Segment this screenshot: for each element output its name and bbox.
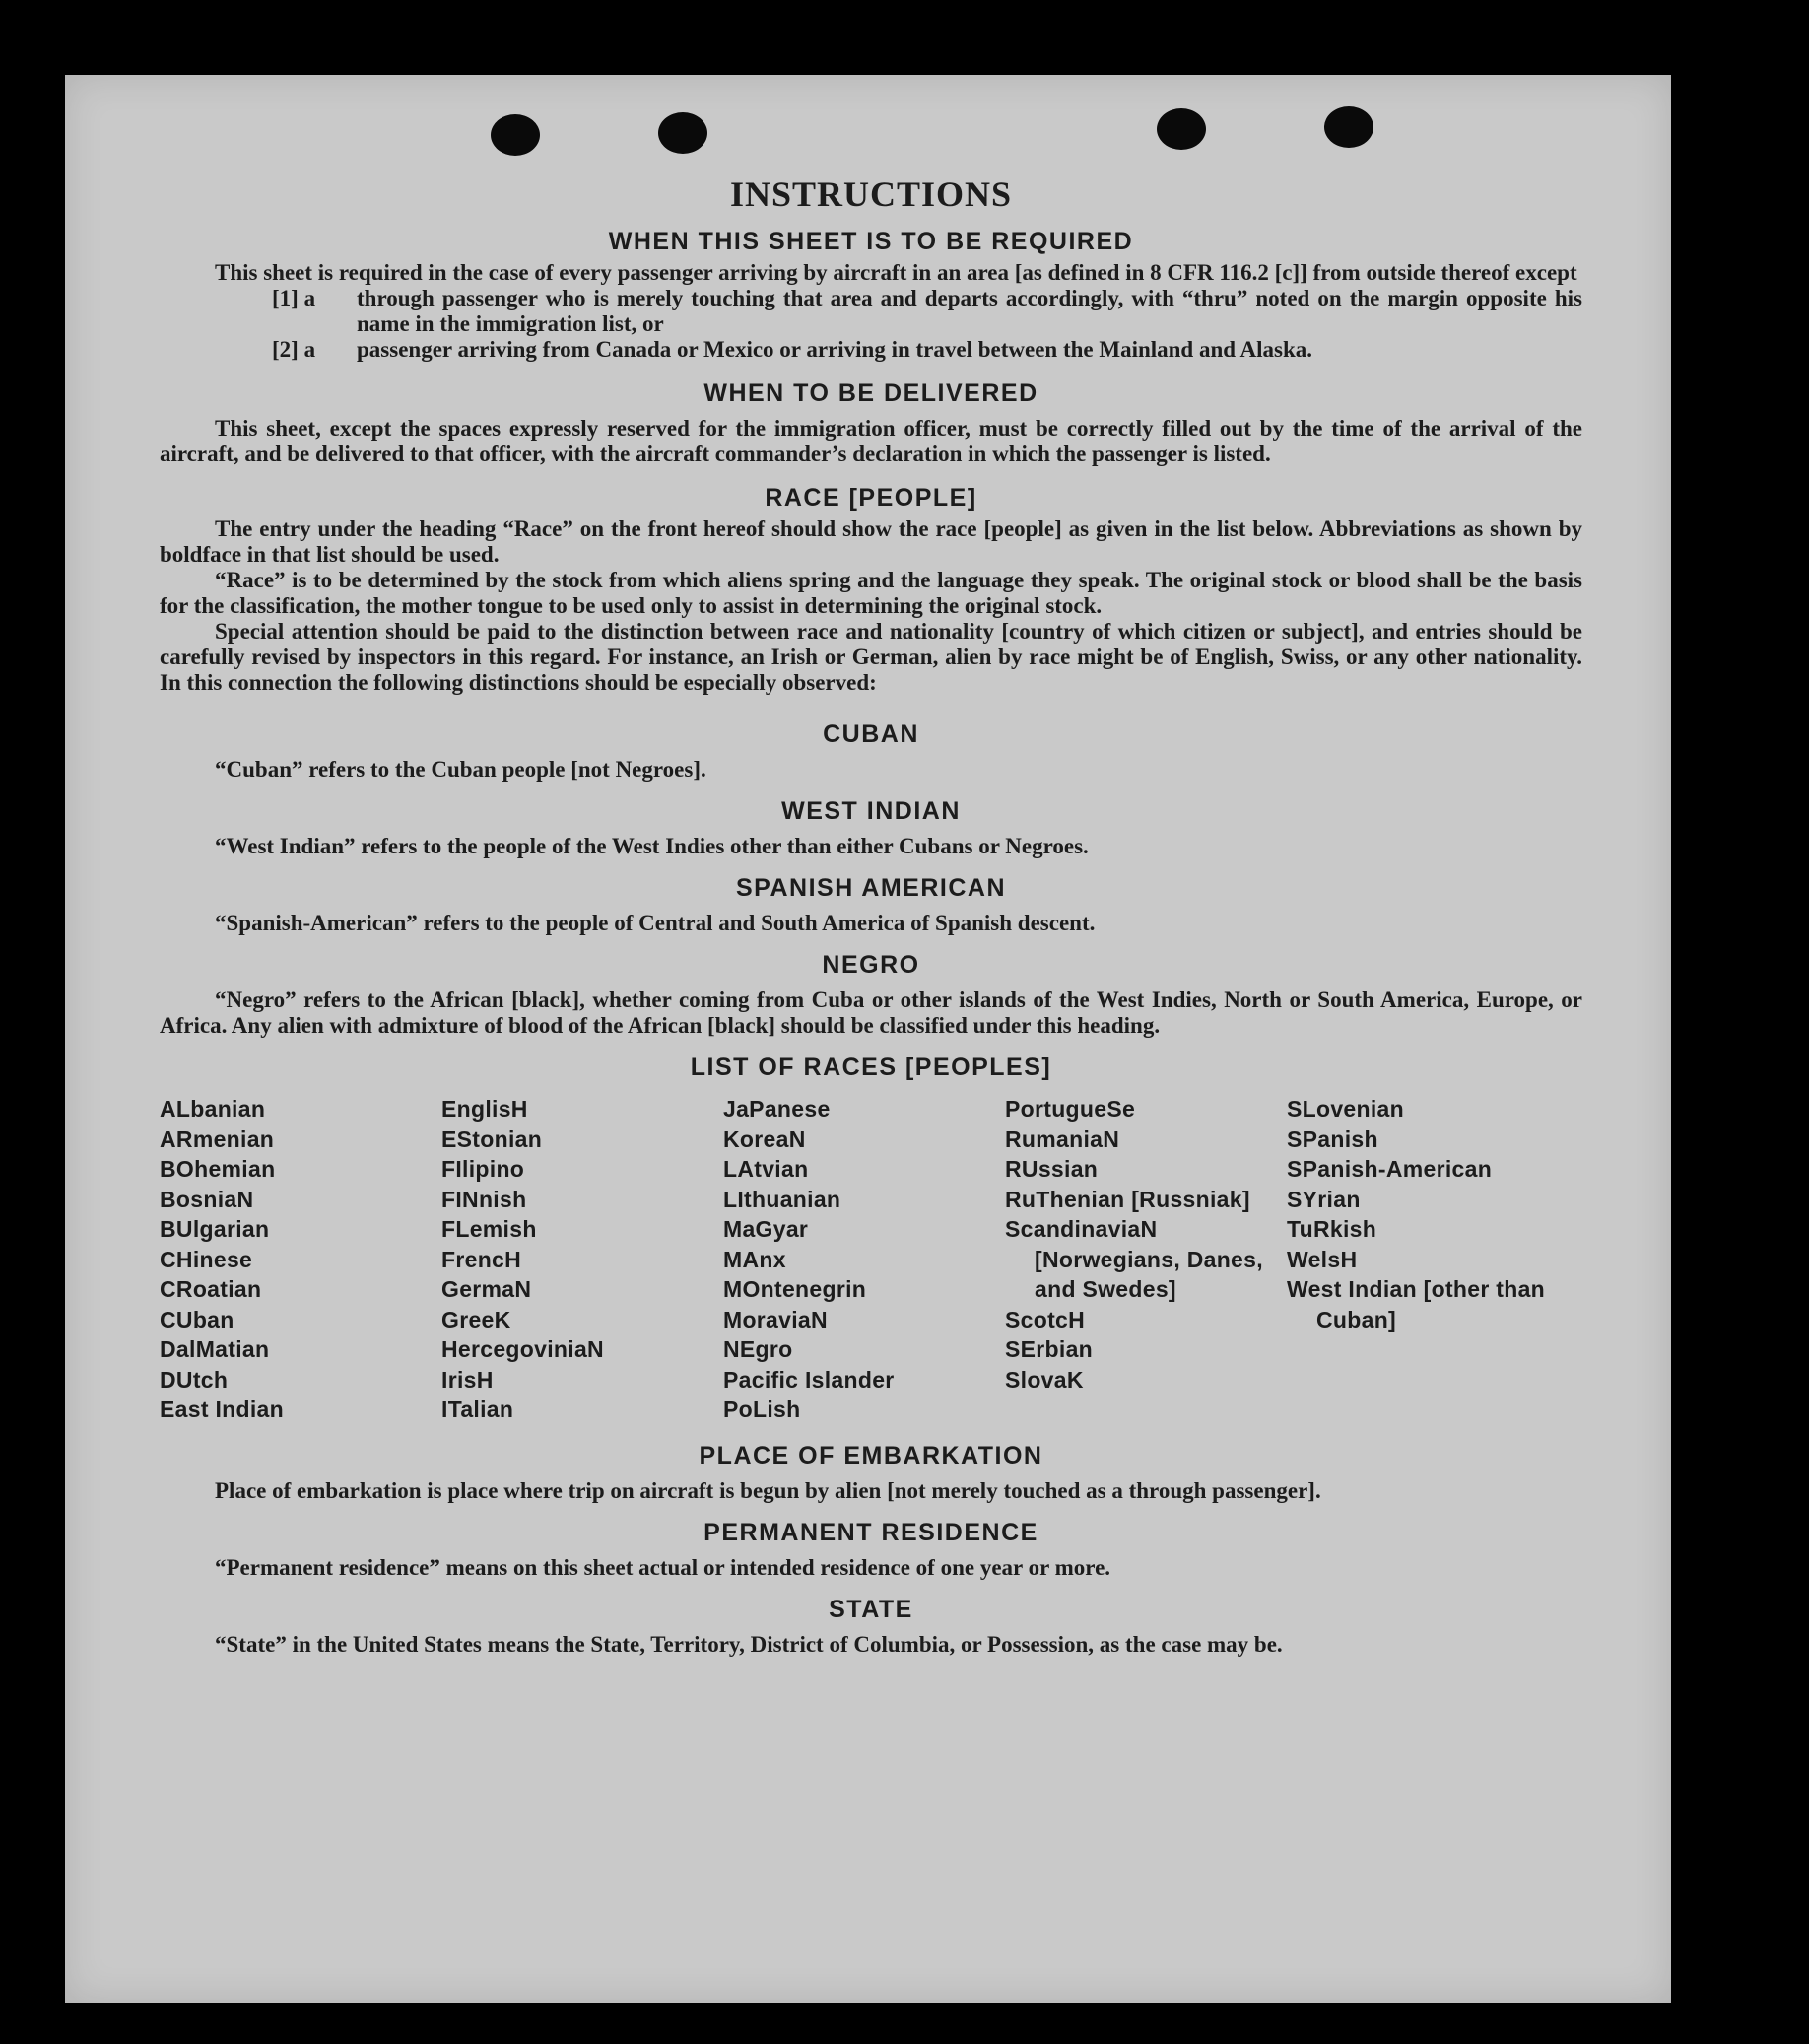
race-item: RuThenian [Russniak] (1005, 1186, 1250, 1212)
section-heading-permanent-residence: PERMANENT RESIDENCE (704, 1518, 1038, 1546)
section-heading-spanish-american: SPANISH AMERICAN (735, 874, 1006, 902)
race-item: BUlgarian (160, 1216, 270, 1242)
races-column (441, 1094, 723, 1425)
section-heading-west-indian: WEST INDIAN (781, 797, 961, 825)
state-text: “State” in the United States means the State, Territory, District of Columbia, or Possession, as the case may be. (215, 1631, 1283, 1657)
condition-text: passenger arriving from Canada or Mexico or arriving in travel between the Mainland and Alaska. (357, 337, 1313, 362)
race-item: MoraviaN (723, 1306, 828, 1332)
condition-number: [2] a (272, 337, 316, 362)
race-item: MaGyar (723, 1216, 809, 1242)
section-heading-list-of-races: LIST OF RACES [PEOPLES] (690, 1054, 1052, 1081)
race-item: FrencH (441, 1246, 522, 1272)
race-item: ScotcH (1005, 1306, 1086, 1332)
race-item: GreeK (441, 1306, 511, 1332)
race-item: WelsH (1287, 1246, 1358, 1272)
race-item: CRoatian (160, 1276, 262, 1302)
west-indian-text: “West Indian” refers to the people of the West Indies other than either Cubans or Negroes. (215, 834, 1089, 858)
races-column (1005, 1094, 1287, 1425)
when-delivered-text: This sheet, except the spaces expressly reserved for the immigration officer, must be correctly filled out by the time of the arrival of the aircraft, and be delivered to that officer, with the aircraft commander’s declaration in which the passenger is listed. (160, 416, 1582, 466)
race-item: KoreaN (723, 1125, 806, 1152)
cuban-text: “Cuban” refers to the Cuban people [not Negroes]. (215, 757, 706, 782)
race-item: East Indian (160, 1397, 284, 1422)
document-content (160, 173, 1582, 1668)
race-item: NEgro (723, 1336, 793, 1362)
race-item: EnglisH (441, 1096, 528, 1122)
race-item: MAnx (723, 1246, 786, 1272)
race-item: PoLish (723, 1397, 801, 1422)
races-column (1287, 1094, 1569, 1425)
race-paragraph-3: Special attention should be paid to the distinction between race and nationality [country of which citizen or subject], and entries should be carefully revised by inspectors in this regard. For instance, an Irish or German, alien by race might be of English, Swiss, or any other nationality. In this connection the following distinctions should be especially observed: (160, 619, 1582, 695)
section-heading-when-required: WHEN THIS SHEET IS TO BE REQUIRED (608, 228, 1134, 255)
race-item: MOntenegrin (723, 1276, 867, 1302)
punch-hole (491, 114, 540, 156)
race-item: ALbanian (160, 1096, 266, 1122)
race-item: FINnish (441, 1186, 527, 1212)
punch-hole (658, 112, 707, 154)
page-title: INSTRUCTIONS (729, 174, 1013, 214)
race-item: TuRkish (1287, 1216, 1377, 1242)
race-item: RUssian (1005, 1156, 1099, 1182)
spanish-american-text: “Spanish-American” refers to the people of Central and South America of Spanish descent. (215, 911, 1096, 935)
race-item: Pacific Islander (723, 1366, 895, 1393)
races-column (160, 1094, 441, 1425)
race-item: IrisH (441, 1366, 494, 1393)
race-item: LIthuanian (723, 1186, 841, 1212)
race-item: ARmenian (160, 1125, 275, 1152)
race-item: BosniaN (160, 1186, 254, 1212)
condition-number: [1] a (272, 286, 316, 310)
section-heading-negro: NEGRO (822, 951, 920, 979)
race-item: SPanish-American (1287, 1156, 1493, 1182)
race-item: West Indian [other than Cuban] (1287, 1276, 1546, 1332)
race-item: EStonian (441, 1125, 543, 1152)
condition-text: through passenger who is merely touching that area and departs accordingly, with “thru” noted on the margin opposite his name in the immigration list, or (357, 286, 1582, 336)
race-item: ITalian (441, 1397, 514, 1422)
race-item: SLovenian (1287, 1096, 1405, 1122)
race-item: JaPanese (723, 1096, 831, 1122)
section-heading-race: RACE [PEOPLE] (765, 484, 977, 511)
race-item: DUtch (160, 1366, 229, 1393)
section-heading-state: STATE (829, 1595, 913, 1623)
race-item: DalMatian (160, 1336, 270, 1362)
race-item: ScandinaviaN [Norwegians, Danes, and Swedes] (1005, 1216, 1263, 1302)
races-list (160, 1094, 1582, 1425)
race-item: BOhemian (160, 1156, 276, 1182)
race-item: SYrian (1287, 1186, 1361, 1212)
race-item: GermaN (441, 1276, 532, 1302)
race-item: SPanish (1287, 1125, 1378, 1152)
when-required-text: This sheet is required in the case of every passenger arriving by aircraft in an area [as defined in 8 CFR 116.2 [c]] from outside thereof except (215, 260, 1577, 285)
race-item: PortugueSe (1005, 1096, 1136, 1122)
permanent-residence-text: “Permanent residence” means on this sheet actual or intended residence of one year or more. (215, 1554, 1111, 1580)
punch-hole (1157, 108, 1206, 150)
race-item: FIlipino (441, 1156, 525, 1182)
condition-item (160, 337, 1582, 363)
document-sheet (65, 75, 1671, 2003)
negro-text: “Negro” refers to the African [black], whether coming from Cuba or other islands of the West Indies, North or South America, Europe, or Africa. Any alien with admixture of blood of the African [black] should be classified under this heading. (160, 988, 1582, 1038)
condition-item (160, 286, 1582, 337)
race-item: CHinese (160, 1246, 253, 1272)
race-item: RumaniaN (1005, 1125, 1120, 1152)
section-heading-cuban: CUBAN (823, 720, 919, 748)
punch-hole (1324, 106, 1374, 148)
race-paragraph-2: “Race” is to be determined by the stock from which aliens spring and the language they speak. The original stock or blood shall be the basis for the classification, the mother tongue to be used only to assist in determining the original stock. (160, 568, 1582, 618)
race-item: CUban (160, 1306, 234, 1332)
race-item: LAtvian (723, 1156, 809, 1182)
races-column (723, 1094, 1005, 1425)
race-item: SlovaK (1005, 1366, 1084, 1393)
embarkation-text: Place of embarkation is place where trip on aircraft is begun by alien [not merely touched as a through passenger]. (215, 1477, 1321, 1503)
race-paragraph-1: The entry under the heading “Race” on the front hereof should show the race [people] as given in the list below. Abbreviations as shown by boldface in that list should be used. (160, 516, 1582, 567)
race-item: SErbian (1005, 1336, 1094, 1362)
section-heading-when-delivered: WHEN TO BE DELIVERED (704, 379, 1038, 407)
race-item: HercegoviniaN (441, 1336, 604, 1362)
section-heading-embarkation: PLACE OF EMBARKATION (699, 1441, 1043, 1469)
race-item: FLemish (441, 1216, 537, 1242)
